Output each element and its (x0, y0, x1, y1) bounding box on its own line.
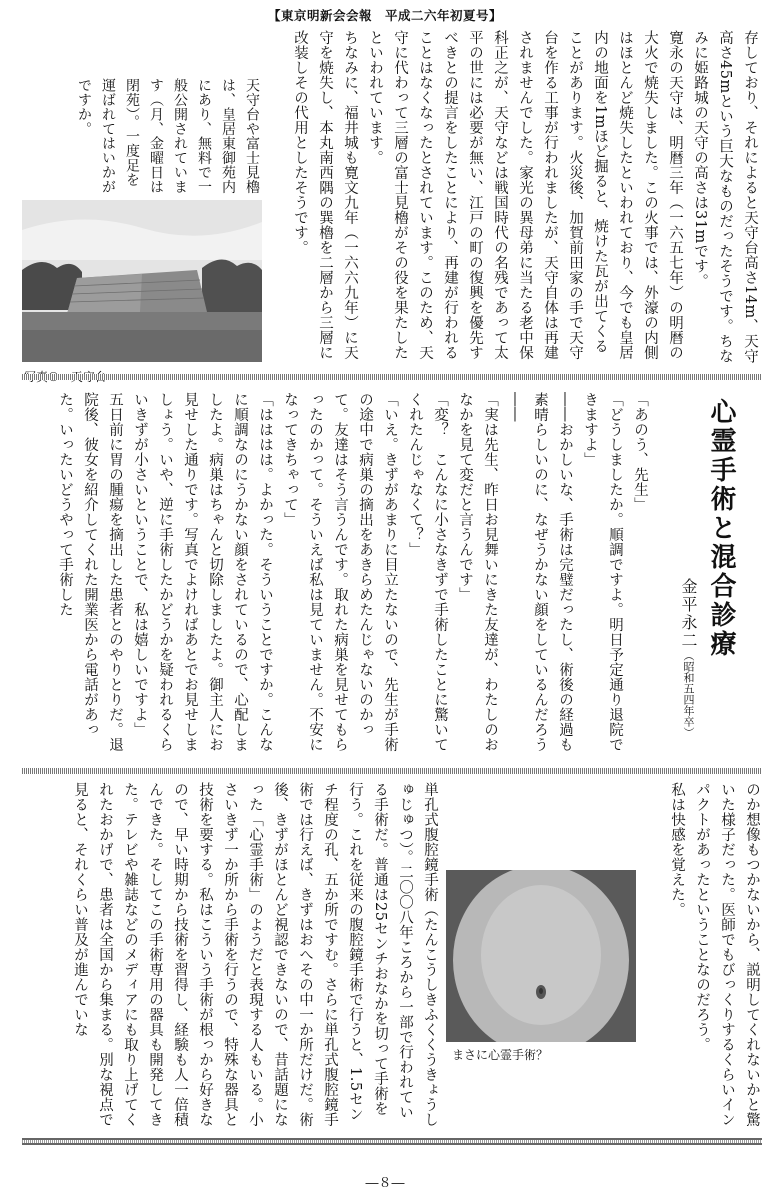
visiting-note (64, 78, 264, 198)
paragraph: 「はははは。よかった。そういうことですか。こんなに順調なのにうかない顔をされているので、心配しましたよ。病巣はちゃんと切除しましたよ。御主人にお見せした通りです。写真でよければあとでお見せしましょう。いや、逆に手術したかどうかを疑われるくらいきずが小さいということで、私は嬉しいですよ」 (132, 392, 273, 752)
tenshudai-photo (22, 200, 262, 362)
paragraph: 「あのう、先生」 (632, 392, 648, 512)
paragraph: 単孔式腹腔鏡手術（たんこうしきふくくうきょうしゅじゅつ）。二〇〇八年ころから一部で行われている手術だ。普通は25センチおなかを切って手術を行う。これを従来の腹腔鏡手術で行うと、1.5センチ程度の孔、五か所ですむ。さらに単孔式腹腔鏡手術では行えば、きずはおへその中一か所だけだ。術後、きずがほとんど視認できないので、昔話題になった「心霊手術」のようだと表現する人もいる。小さいきず一か所から手術を行うので、特殊な器具と技術を要する。私はこういう手術が根っから好きなので、早い時期から技術を習得し、経験も人一倍積んできた。そしてこの手術専用の器具も開発してきた。テレビや雑誌などのメディアにも取り上げてくれたおかげで、患者は全国から集まる。別な視点で見ると、それくらい普及が進んでいな (72, 782, 438, 1127)
section1-body (292, 30, 762, 365)
section-divider (22, 768, 762, 774)
footer-divider (22, 1138, 762, 1145)
paragraph: ちなみに、福井城も寛文九年（一六六九年）に天守を焼失し、本丸南西隅の巽櫓を二層から三層に改装しその代用としたそうです。 (292, 30, 358, 360)
article-author (676, 578, 700, 738)
paragraph: 私は快感を覚えた。 (669, 782, 685, 917)
paragraph: 「実は先生、昨日お見舞いにきた友達が、わたしのおなかを見て変だと言うんです」 (457, 392, 498, 752)
section-divider (22, 374, 762, 380)
paragraph: 「いえ。きずがあまりに目立たないので、先生が手術の途中で病巣の摘出をあきらめたんじゃないのかって。友達はそう言うんです。取れた病巣を見せてもらったのかって。そういえば私は見ていません。不安になってきちゃって」 (282, 392, 398, 752)
photo-caption: まさに心霊手術？ (452, 1048, 549, 1062)
paragraph: 天守台や富士見櫓は、皇居東御苑内にあり、無料で一般公開されています（月、金曜日は閉苑）。一度足を運ばれてはいかがですか。 (76, 78, 260, 194)
page-number: ―８― (365, 1176, 405, 1191)
surgery-photo (446, 870, 636, 1042)
paragraph: のか想像もつかないから、説明してくれないかと驚いた様子だった。医師でもびっくりするくらいインパクトがあったということなのだろう。 (694, 782, 760, 1127)
paragraph: ――おかしいな、手術は完璧だったし、術後の経過も素晴らしいのに、なぜうかない顔をしているんだろう―― (507, 392, 573, 752)
article-title: 心霊手術と混合診療 (706, 398, 736, 659)
section3-right-body (660, 782, 764, 1127)
paragraph: 「変？ こんなに小さなきずで手術したことに驚いてくれたんじゃなくて？」 (407, 392, 448, 752)
section3-left-body (22, 782, 442, 1127)
abdomen-illustration (446, 870, 636, 1042)
newsletter-header: 【東京明新会会報 平成二六年初夏号】 (267, 8, 502, 23)
section2-body (22, 392, 652, 757)
paragraph: 寛永の天守は、明暦三年（一六五七年）の明暦の大火で焼失しました。この火事では、外濠の内側はほとんど焼失したといわれており、今でも皇居内の地面を1mほど掘ると、焼けた瓦が出てくることがあります。火災後、加賀前田家の手で天守台を作る工事が行われましたが、天守自体は再建されませんでした。家光の異母弟に当たる老中保科正之が、天守などは戦国時代の名残であって太平の世には必要が無い、江戸の町の復興を優先すべきとの提言をしたことにより、再建が行われることはなくなったとされています。このため、天守に代わって三層の富士見櫓がその役を果たしたといわれています。 (367, 30, 683, 360)
paragraph: 存しており、それによると天守台高さ14m、天守高さ45mという巨大なものだったそうです。ちなみに姫路城の天守の高さは31mです。 (692, 30, 758, 364)
paragraph: 五日前に胃の腫瘍を摘出した患者とのやりとりだ。退院後、彼女を紹介してくれた開業医から電話があった。いったいどうやって手術した (57, 392, 123, 752)
stone-wall-illustration (22, 200, 262, 362)
paragraph: 「どうしましたか。順調ですよ。明日予定通り退院できますよ」 (582, 392, 623, 752)
author-year: （昭和五四年卒） (682, 650, 695, 738)
author-name: 金平永二 (679, 578, 698, 650)
